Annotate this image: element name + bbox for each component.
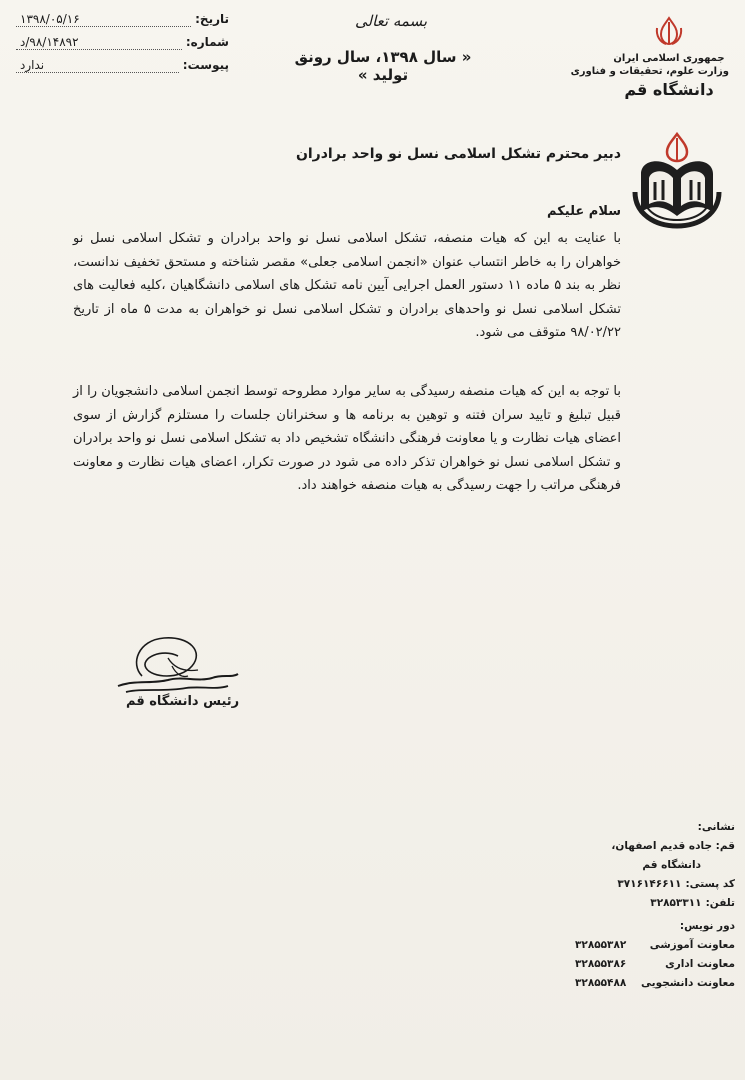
- fax-row: [575, 955, 735, 974]
- fax-label: معاونت اداری: [665, 958, 735, 970]
- address-line-1: قم: جاده قدیم اصفهان،: [611, 840, 735, 852]
- attachment-value: ندارد: [16, 58, 179, 73]
- university-name: دانشگاه قم: [624, 80, 714, 99]
- contact-info: [575, 818, 735, 993]
- fax-value: ۳۲۸۵۵۳۸۶: [575, 958, 627, 970]
- fax-row: [575, 936, 735, 955]
- fax-value: ۳۲۸۵۵۴۸۸: [575, 977, 627, 989]
- greeting: سلام علیکم: [547, 204, 621, 219]
- date-label: تاریخ:: [195, 12, 229, 26]
- fax-label: معاونت دانشجویی: [641, 977, 735, 989]
- postal-value: ۳۷۱۶۱۴۶۶۱۱: [617, 878, 682, 890]
- attachment-label: پیوست:: [182, 58, 229, 72]
- fax-row: [575, 974, 735, 993]
- phone-label: تلفن:: [705, 897, 735, 909]
- phone-value: ۳۲۸۵۳۳۱۱: [650, 897, 702, 909]
- postal-label: کد پستی:: [685, 878, 735, 890]
- handwritten-signature: [112, 622, 242, 702]
- date-value: ۱۳۹۸/۰۵/۱۶: [16, 12, 191, 27]
- fax-title: دور نویس:: [679, 920, 735, 932]
- fax-value: ۳۲۸۵۵۳۸۲: [575, 939, 627, 951]
- postal-row: [575, 875, 735, 894]
- year-slogan: « سال ۱۳۹۸، سال رونق تولید »: [294, 48, 472, 84]
- university-logo-icon: [621, 130, 733, 230]
- attachment-row: [14, 58, 229, 81]
- recipient: دبیر محترم تشکل اسلامی نسل نو واحد برادران: [295, 146, 621, 162]
- number-label: شماره:: [185, 35, 229, 49]
- body-paragraph-1: با عنایت به این که هیات منصفه، تشکل اسلامی نسل نو واحد برادران و تشکل اسلامی نسل نو خواهران را به خاطر انتساب عنوان «انجمن اسلامی جعلی» مقصر شناخته و مستحق تخفیف ندانست، نظر به بند ۵ ماده ۱۱ دستور العمل اجرایی آیین نامه تشکل های اسلامی دانشگاهیان ،کلیه فعالیت های تشکل اسلامی نسل نو واحدهای برادران و تشکل اسلامی نسل نو خواهران به مدت ۵ ماه از تاریخ ۹۸/۰۲/۲۲ متوقف می شود.: [73, 231, 621, 340]
- address-label: نشانی:: [697, 821, 735, 833]
- number-row: [14, 35, 229, 58]
- signatory-title: رئیس دانشگاه قم: [126, 694, 240, 709]
- republic-name: جمهوری اسلامی ایران: [613, 53, 725, 64]
- letterhead: [570, 16, 729, 99]
- date-row: [14, 12, 229, 35]
- letter-meta: [14, 12, 229, 81]
- number-value: ۹۸/۱۴۸۹۲/د: [16, 35, 182, 50]
- ministry-name: وزارت علوم، تحقیقات و فناوری: [570, 66, 729, 77]
- body-paragraph-2: با توجه به این که هیات منصفه رسیدگی به سایر موارد مطروحه توسط انجمن اسلامی دانشجویان را از قبیل تبلیغ و تایید سران فتنه و توهین به برنامه ها و سخنرانان جلسات را مستلزم گزارش از سوی اعضای هیات نظارت و یا معاونت فرهنگی دانشگاه تشخیص داد به تشکل اسلامی نسل نو واحد برادران و تشکل اسلامی نسل نو خواهران تذکر داده می شود در صورت تکرار، اعضای هیات نظارت و معاونت فرهنگی مراتب را جهت رسیدگی به هیات منصفه خواهند داد.: [73, 384, 621, 493]
- phone-row: [575, 894, 735, 913]
- address-line-2: دانشگاه قم: [642, 859, 701, 871]
- iran-emblem-icon: [652, 16, 686, 46]
- fax-label: معاونت آموزشی: [649, 939, 735, 951]
- bismillah: بسمه تعالی: [355, 12, 428, 30]
